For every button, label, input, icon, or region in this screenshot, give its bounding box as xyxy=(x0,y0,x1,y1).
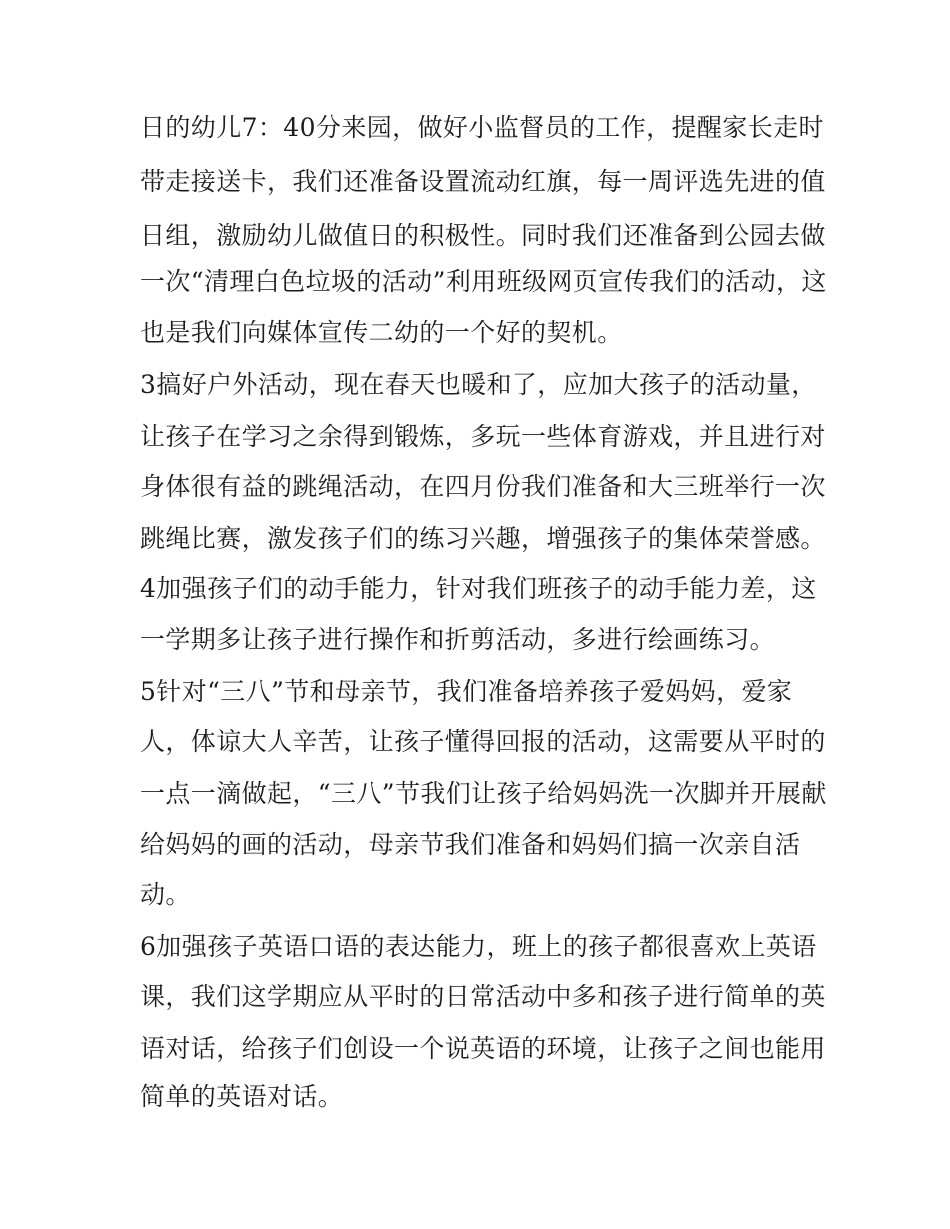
text-line: 一次“清理白色垃圾的活动”利用班级网页宣传我们的活动，这 xyxy=(140,267,827,296)
text-line: 身体很有益的跳绳活动，在四月份我们准备和大三班举行一次 xyxy=(140,472,826,501)
text-line: 3搞好户外活动，现在春天也暖和了，应加大孩子的活动量， xyxy=(140,370,817,399)
text-line: 6加强孩子英语口语的表达能力，班上的孩子都很喜欢上英语 xyxy=(140,932,817,961)
text-line: 4加强孩子们的动手能力，针对我们班孩子的动手能力差，这 xyxy=(140,574,817,603)
text-line: 一点一滴做起，“三八”节我们让孩子给妈妈洗一次脚并开展献 xyxy=(140,779,827,808)
text-line: 语对话，给孩子们创设一个说英语的环境，让孩子之间也能用 xyxy=(140,1034,826,1063)
text-line: 给妈妈的画的活动，母亲节我们准备和妈妈们搞一次亲自活 xyxy=(140,830,801,859)
text-line: 日组，激励幼儿做值日的积极性。同时我们还准备到公园去做 xyxy=(140,221,826,250)
text-line: 让孩子在学习之余得到锻炼，多玩一些体育游戏，并且进行对 xyxy=(140,422,826,451)
text-line: 带走接送卡，我们还准备设置流动红旗，每一周评选先进的值 xyxy=(140,167,826,196)
text-line: 跳绳比赛，激发孩子们的练习兴趣，增强孩子的集体荣誉感。 xyxy=(140,524,826,553)
text-line: 人，体谅大人辛苦，让孩子懂得回报的活动，这需要从平时的 xyxy=(140,727,826,756)
text-line: 简单的英语对话。 xyxy=(140,1082,344,1111)
text-line: 日的幼儿7：40分来园，做好小监督员的工作，提醒家长走时 xyxy=(140,113,824,142)
text-line: 一学期多让孩子进行操作和折剪活动，多进行绘画练习。 xyxy=(140,625,776,654)
text-line: 课，我们这学期应从平时的日常活动中多和孩子进行简单的英 xyxy=(140,982,826,1011)
text-line: 5针对“三八”节和母亲节，我们准备培养孩子爱妈妈，爱家 xyxy=(140,677,793,706)
text-line: 动。 xyxy=(140,880,191,909)
text-line: 也是我们向媒体宣传二幼的一个好的契机。 xyxy=(140,318,623,347)
